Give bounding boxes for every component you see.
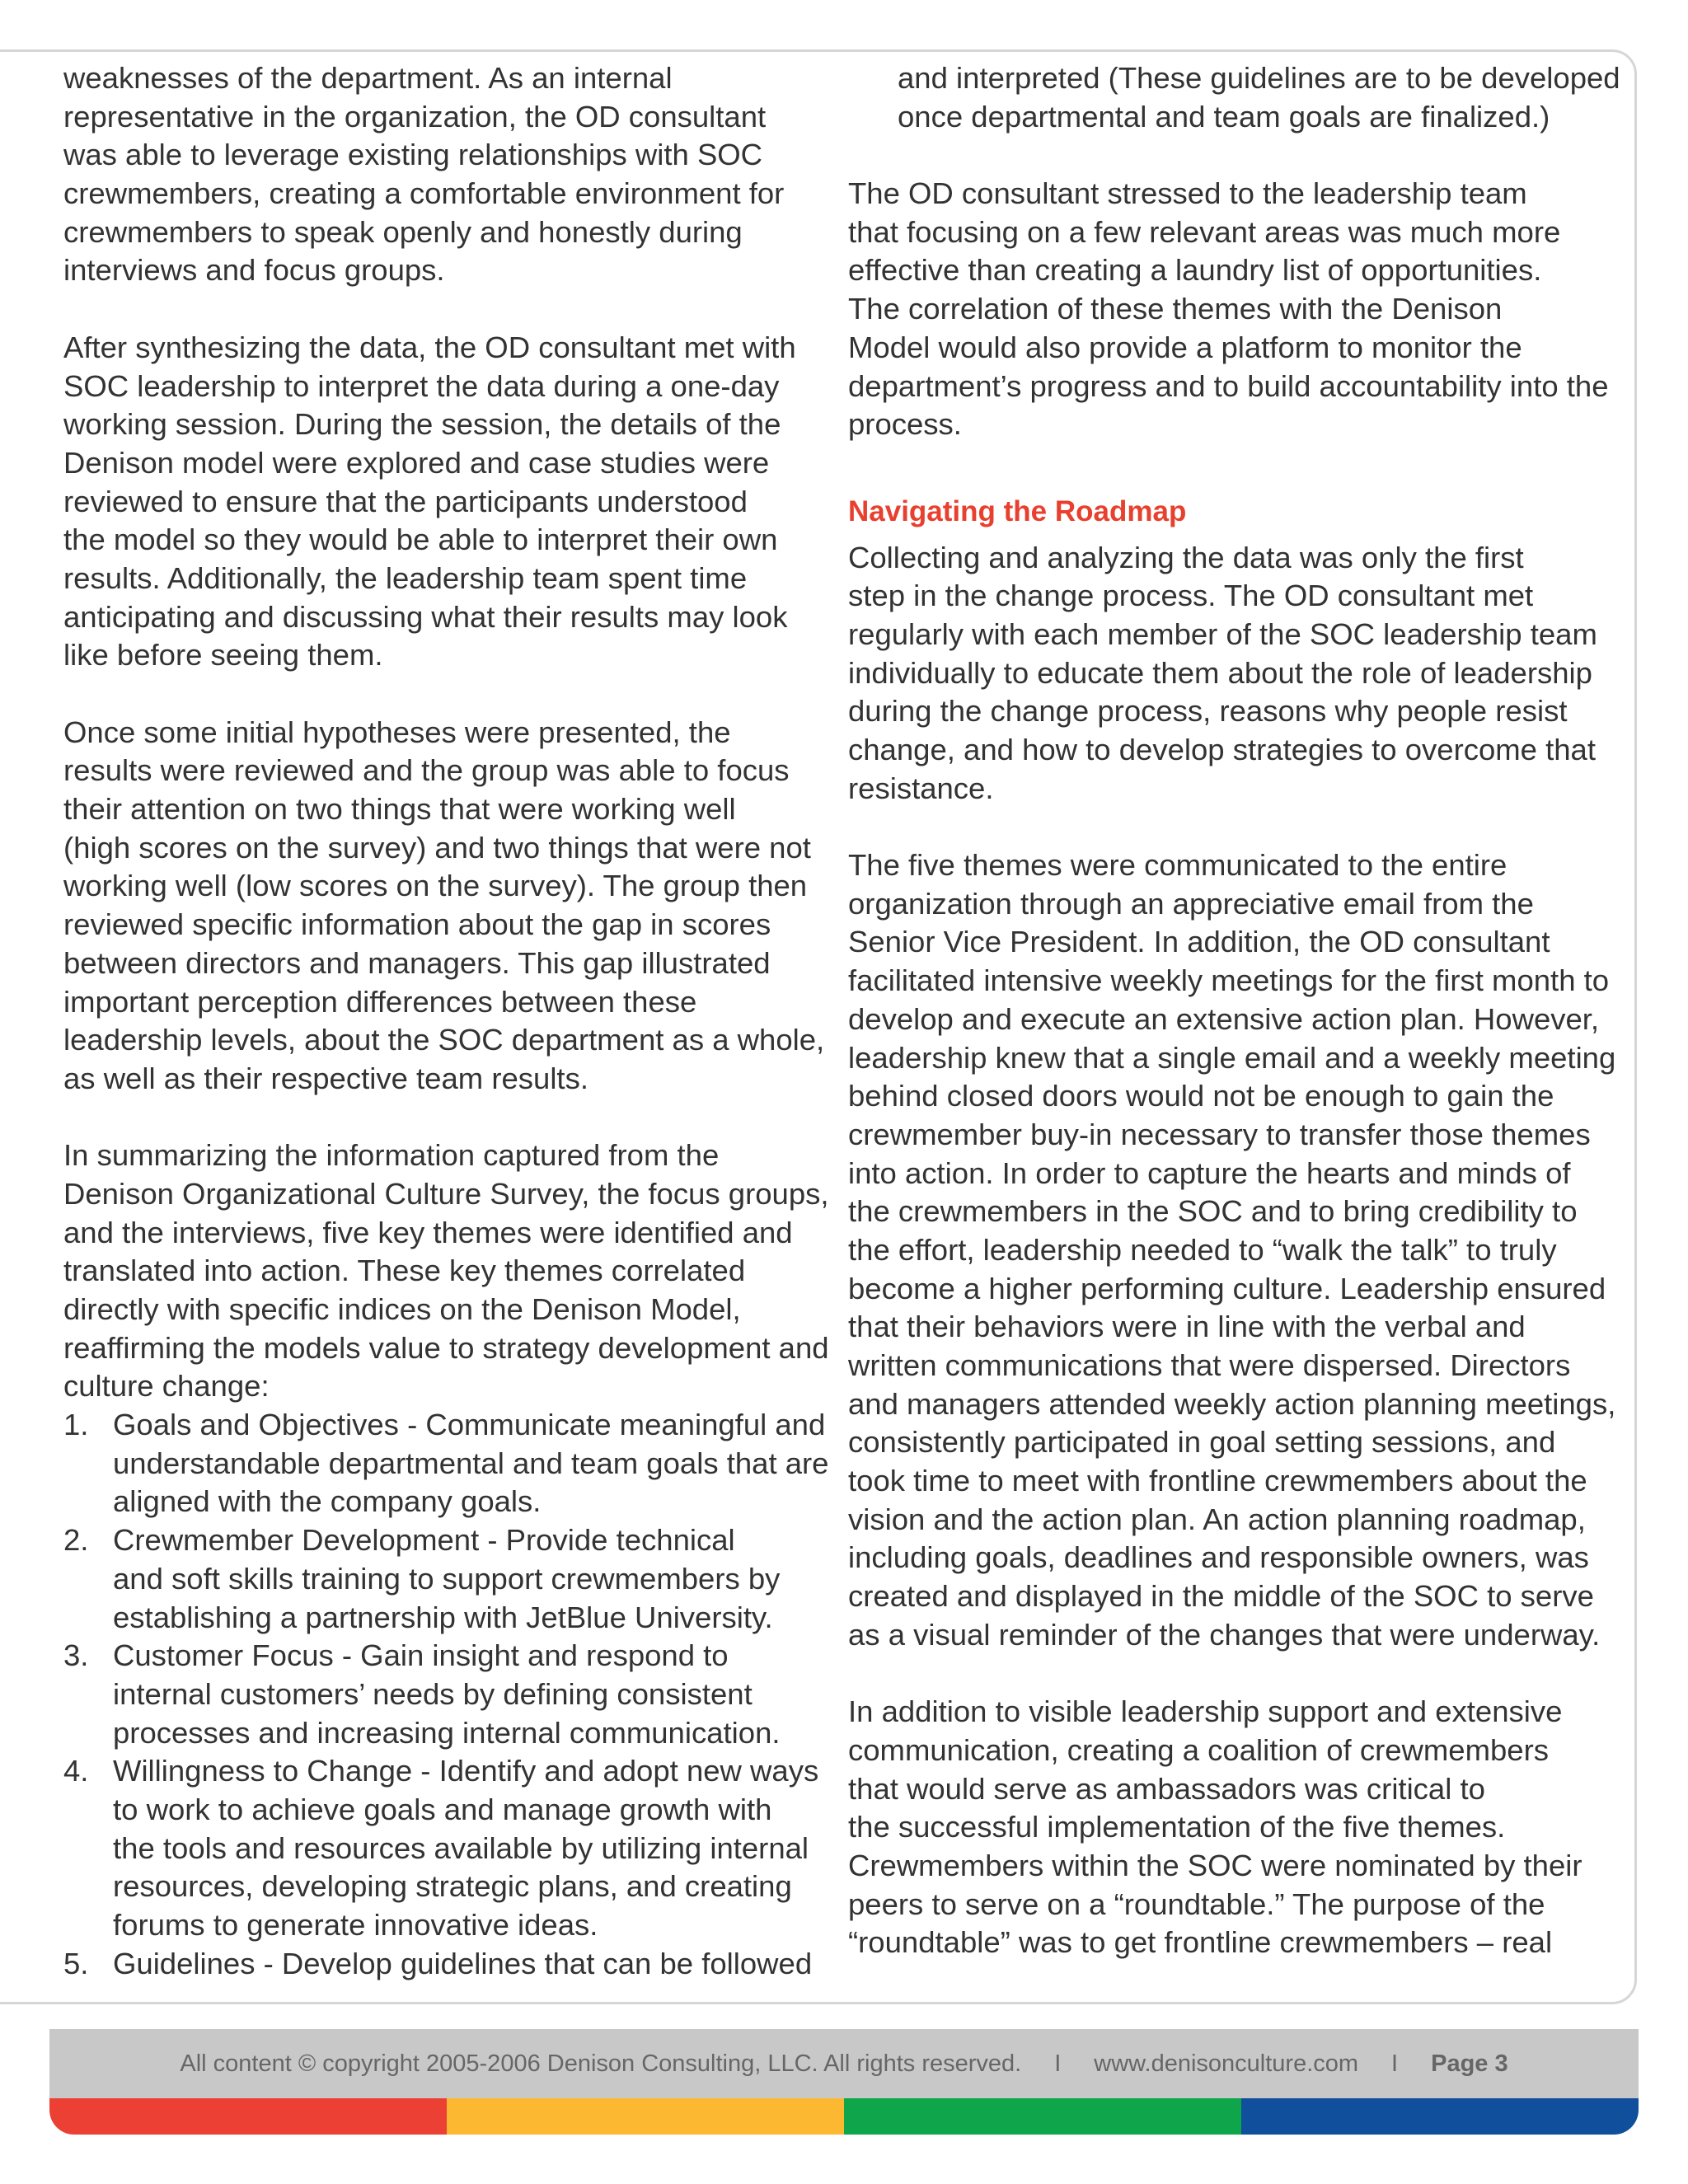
right-column: [848, 59, 1620, 1962]
stripe-yellow: [447, 2098, 844, 2135]
list-number: 2.: [63, 1523, 89, 1558]
text-line: communication, creating a coalition of crewmembers: [848, 1732, 1549, 1767]
text-line: develop and execute an extensive action plan. However,: [848, 1001, 1600, 1036]
text-line: Denison Organizational Culture Survey, the focus groups,: [63, 1176, 829, 1211]
text-line: directly with specific indices on the Denison Model,: [63, 1292, 741, 1326]
right-paragraph-4: [848, 1693, 1615, 1962]
text-line: between directors and managers. This gap illustrated: [63, 945, 771, 980]
text-line: crewmembers to speak openly and honestly during: [63, 214, 743, 249]
text-line: effective than creating a laundry list of opportunities.: [848, 253, 1542, 288]
text-line: organization through an appreciative email from the: [848, 886, 1534, 921]
color-stripe-bar: [49, 2098, 1639, 2135]
text-line: Model would also provide a platform to monitor the: [848, 330, 1522, 364]
page-number: Page 3: [1431, 2050, 1508, 2077]
text-line: In addition to visible leadership support and extensive: [848, 1694, 1563, 1729]
text-line: once departmental and team goals are finalized.): [898, 99, 1550, 134]
text-line: important perception differences between these: [63, 984, 697, 1019]
footer-bar: [49, 2029, 1639, 2098]
list-item-line: [63, 1599, 822, 1638]
list-item-line: [63, 1637, 822, 1675]
text-line: was able to leverage existing relationships with SOC: [63, 138, 763, 172]
left-paragraph-4: [63, 1137, 829, 1406]
text-line: become a higher performing culture. Leadership ensured: [848, 1271, 1606, 1305]
list-item-line: [63, 1560, 822, 1599]
text-line: the successful implementation of the five themes.: [848, 1810, 1506, 1844]
text-line: leadership knew that a single email and a weekly meeting: [848, 1040, 1616, 1075]
text-line: results were reviewed and the group was able to focus: [63, 753, 790, 788]
right-paragraph-3: [848, 846, 1615, 1654]
list-item-text: Crewmember Development - Provide technical: [113, 1523, 735, 1558]
footer-website-link[interactable]: www.denisonculture.com: [1094, 2050, 1359, 2077]
text-line: step in the change process. The OD consultant met: [848, 579, 1534, 613]
text-line: SOC leadership to interpret the data during a one-day: [63, 368, 780, 403]
list-item-text: aligned with the company goals.: [113, 1484, 542, 1519]
list-number: 1.: [63, 1408, 89, 1442]
list-item-line: [63, 1675, 822, 1714]
text-line: reviewed to ensure that the participants understood: [63, 484, 748, 518]
list-item-line: [63, 1830, 822, 1868]
list-item-line: [63, 1445, 829, 1483]
text-line: The OD consultant stressed to the leadership team: [848, 176, 1527, 211]
left-paragraph-3: [63, 714, 825, 1099]
text-line: resistance.: [848, 771, 994, 805]
list-item-text: Willingness to Change - Identify and adopt new ways: [113, 1754, 819, 1788]
list-number: 3.: [63, 1638, 89, 1673]
text-line: department’s progress and to build accountability into the: [848, 368, 1609, 403]
text-line: results. Additionally, the leadership team spent time: [63, 560, 748, 595]
stripe-blue: [1241, 2098, 1639, 2135]
text-line: Denison model were explored and case studies were: [63, 445, 770, 480]
list-item-text: to work to achieve goals and manage growth with: [113, 1792, 772, 1826]
text-line: that focusing on a few relevant areas was much more: [848, 214, 1561, 249]
text-line: translated into action. These key themes correlated: [63, 1254, 746, 1288]
text-line: The five themes were communicated to the entire: [848, 848, 1507, 883]
text-line: weaknesses of the department. As an internal: [63, 61, 673, 95]
text-line: reaffirming the models value to strategy development and: [63, 1330, 829, 1365]
list-item-text: and soft skills training to support crewmembers by: [113, 1561, 781, 1596]
text-line: working session. During the session, the details of the: [63, 407, 781, 442]
text-line: Crewmembers within the SOC were nominated by their: [848, 1848, 1582, 1882]
text-line: and managers attended weekly action planning meetings,: [848, 1386, 1616, 1421]
right-paragraph-2: [848, 539, 1615, 808]
text-line: process.: [848, 407, 962, 442]
list-item-text: Goals and Objectives - Communicate meaningful and: [113, 1408, 826, 1442]
text-line: Senior Vice President. In addition, the OD consultant: [848, 925, 1550, 959]
list-item-line: [63, 1406, 826, 1445]
list-item-text: processes and increasing internal communication.: [113, 1715, 781, 1750]
text-line: their attention on two things that were working well: [63, 792, 736, 827]
section-heading: Navigating the Roadmap: [848, 494, 1187, 527]
list-item-text: understandable departmental and team goals that are: [113, 1446, 829, 1480]
stripe-green: [844, 2098, 1241, 2135]
list-item-line: [63, 1868, 822, 1906]
list-item-line: [63, 1791, 822, 1830]
list-item-text: Guidelines - Develop guidelines that can be followed: [113, 1946, 813, 1980]
list-item-text: internal customers’ needs by defining consistent: [113, 1676, 753, 1711]
list-number: 4.: [63, 1754, 89, 1788]
list-item-text: establishing a partnership with JetBlue University.: [113, 1600, 773, 1634]
themes-list: [63, 1406, 829, 1983]
text-line: culture change:: [63, 1369, 270, 1404]
right-paragraph-1: [848, 175, 1615, 444]
text-line: as a visual reminder of the changes that were underway.: [848, 1617, 1601, 1652]
list-number: 5.: [63, 1946, 89, 1980]
text-line: and the interviews, five key themes were identified and: [63, 1215, 793, 1249]
text-line: including goals, deadlines and responsible owners, was: [848, 1540, 1589, 1575]
text-line: created and displayed in the middle of the SOC to serve: [848, 1579, 1594, 1614]
text-line: like before seeing them.: [63, 638, 383, 673]
text-line: interviews and focus groups.: [63, 253, 445, 288]
text-line: the crewmembers in the SOC and to bring credibility to: [848, 1194, 1578, 1229]
list-item-line: [63, 1945, 822, 1984]
footer-copyright: All content © copyright 2005-2006 Denison Consulting, LLC. All rights reserved.: [180, 2050, 1022, 2077]
list-item-line: [63, 1714, 822, 1753]
text-line: Once some initial hypotheses were presented, the: [63, 715, 731, 749]
text-line: In summarizing the information captured from the: [63, 1138, 720, 1173]
text-line: took time to meet with frontline crewmembers about the: [848, 1464, 1587, 1498]
text-line: crewmember buy-in necessary to transfer those themes: [848, 1117, 1591, 1151]
text-line: working well (low scores on the survey). The group then: [63, 869, 808, 903]
text-line: regularly with each member of the SOC leadership team: [848, 616, 1597, 651]
list-continuation: [848, 59, 1620, 136]
text-line: into action. In order to capture the hearts and minds of: [848, 1155, 1571, 1190]
text-line: “roundtable” was to get frontline crewmembers – real: [848, 1925, 1553, 1960]
text-line: Collecting and analyzing the data was only the first: [848, 540, 1524, 574]
text-line: leadership levels, about the SOC department as a whole,: [63, 1023, 825, 1057]
text-line: that would serve as ambassadors was critical to: [848, 1771, 1485, 1806]
text-line: the effort, leadership needed to “walk the talk” to truly: [848, 1232, 1557, 1267]
text-line: and interpreted (These guidelines are to be developed: [898, 61, 1620, 95]
list-item-line: [63, 1521, 822, 1560]
text-line: during the change process, reasons why people resist: [848, 694, 1568, 729]
text-line: peers to serve on a “roundtable.” The purpose of the: [848, 1886, 1545, 1921]
left-paragraph-2: [63, 329, 822, 675]
text-line: The correlation of these themes with the Denison: [848, 292, 1503, 326]
text-line: the model so they would be able to interpret their own: [63, 523, 778, 557]
list-item-text: resources, developing strategic plans, and creating: [113, 1869, 792, 1904]
text-line: After synthesizing the data, the OD consultant met with: [63, 330, 796, 364]
text-line: as well as their respective team results.: [63, 1061, 588, 1095]
text-line: change, and how to develop strategies to overcome that: [848, 733, 1596, 766]
left-column: [63, 59, 829, 1983]
list-item-text: Customer Focus - Gain insight and respond to: [113, 1638, 729, 1673]
footer-separator: I: [1054, 2050, 1062, 2077]
list-item-line: [63, 1752, 822, 1791]
text-line: that their behaviors were in line with the verbal and: [848, 1310, 1526, 1344]
text-line: representative in the organization, the OD consultant: [63, 99, 767, 134]
text-line: reviewed specific information about the gap in scores: [63, 907, 771, 942]
left-paragraph-1: [63, 59, 822, 290]
footer-separator: I: [1391, 2050, 1399, 2077]
text-line: vision and the action plan. An action planning roadmap,: [848, 1502, 1586, 1536]
text-line: written communications that were dispersed. Directors: [848, 1348, 1571, 1382]
list-item-text: the tools and resources available by utilizing internal: [113, 1830, 809, 1865]
list-item-line: [63, 1483, 822, 1521]
list-item-text: forums to generate innovative ideas.: [113, 1908, 598, 1942]
list-item-line: [63, 1906, 822, 1945]
text-line: anticipating and discussing what their results may look: [63, 599, 788, 634]
text-line: facilitated intensive weekly meetings for the first month to: [848, 963, 1610, 998]
text-line: (high scores on the survey) and two things that were not: [63, 830, 811, 865]
stripe-red: [49, 2098, 447, 2135]
text-line: consistently participated in goal setting sessions, and: [848, 1425, 1556, 1460]
text-line: behind closed doors would not be enough to gain the: [848, 1079, 1554, 1113]
text-line: crewmembers, creating a comfortable environment for: [63, 176, 785, 211]
text-line: individually to educate them about the role of leadership: [848, 655, 1592, 690]
